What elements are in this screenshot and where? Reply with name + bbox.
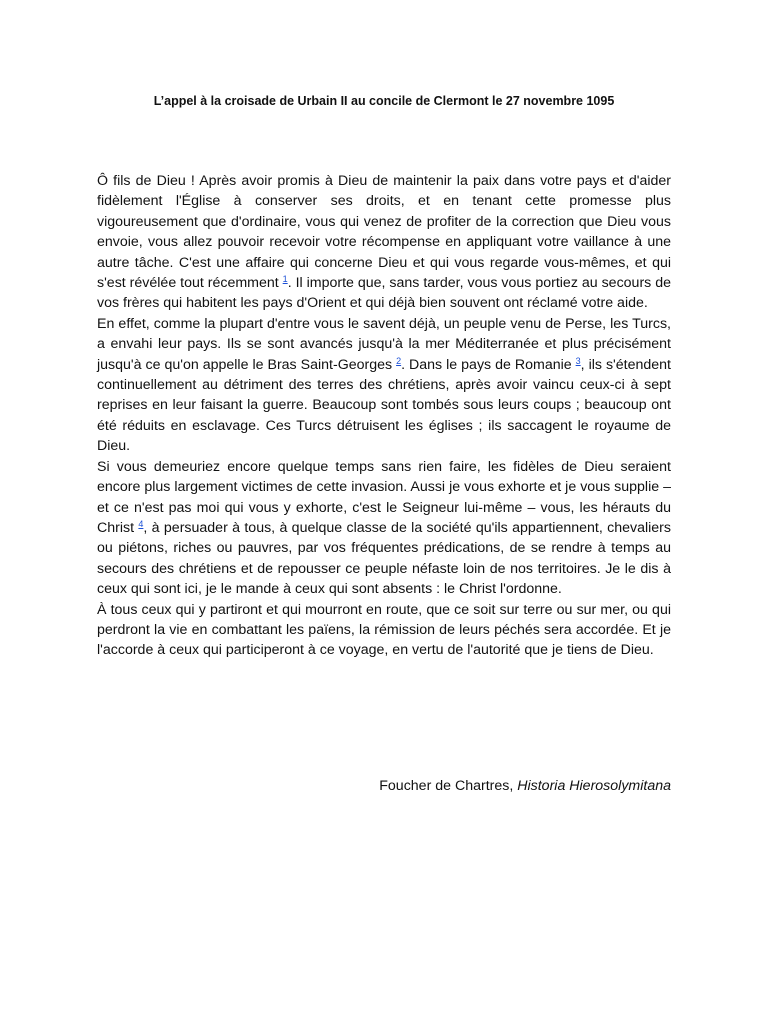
paragraph-3-text-b: , à persuader à tous, à quelque classe de la société qu'ils appartiennent, chevaliers ou piétons, riches ou pauvres, par vos fréquentes prédications, de se rendre à temps au secours des chrétiens et de repousser ce peuple néfaste loin de nos territoires. Je le dis à ceux qui sont ici, je le mande à ceux qui sont absents : le Christ l'ordonne. [97, 519, 671, 598]
paragraph-1-text-b: . Il importe que, sans tarder, vous vous portiez au secours de vos frères qui habitent les pays d'Orient et qui déjà bien souvent ont réclamé votre aide. [97, 275, 671, 312]
paragraph-3-text-a: Si vous demeuriez encore quelque temps sans rien faire, les fidèles de Dieu seraient encore plus largement victimes de cette invasion. Aussi je vous exhorte et je vous supplie – et ce n'est pas moi qui vous y exhorte, c'est le Seigneur lui-même – vous, les hérauts du Christ [97, 458, 671, 536]
paragraph-2-text-a: En effet, comme la plupart d'entre vous le savent déjà, un peuple venu de Perse, les Turcs, a envahi leur pays. Ils se sont avancés jusqu'à la mer Méditerranée et plus précisément jusqu'à ce qu'on appelle le Bras Saint-Georges [97, 315, 671, 373]
source-citation [97, 776, 671, 796]
footnote-link-3[interactable]: 3 [575, 355, 581, 366]
paragraph-4-text: À tous ceux qui y partiront et qui mourront en route, que ce soit sur terre ou sur mer, ou qui perdront la vie en combattant les païens, la rémission de leurs péchés sera accordée. Et je l'accorde à ceux qui participeront à ce voyage, en vertu de l'autorité que je tiens de Dieu. [97, 601, 671, 659]
footnote-link-2[interactable]: 2 [396, 355, 402, 366]
paragraph-2-text-c: , ils s'étendent continuellement au détriment des terres des chrétiens, après avoir vaincu ceux-ci à sept reprises en leur faisant la guerre. Beaucoup sont tombés sous leurs coups ; beaucoup ont été réduits en esclavage. Ces Turcs détruisent les églises ; ils saccagent le royaume de Dieu. [97, 356, 671, 455]
paragraph-3 [97, 457, 671, 600]
paragraph-2 [97, 314, 671, 457]
document-title: L’appel à la croisade de Urbain II au concile de Clermont le 27 novembre 1095 [153, 94, 615, 108]
paragraph-1 [97, 171, 671, 314]
paragraph-2-text-b: . Dans le pays de Romanie [401, 356, 576, 373]
document-body [97, 171, 671, 661]
footnote-link-1[interactable]: 1 [282, 274, 288, 285]
footnote-link-4[interactable]: 4 [138, 518, 144, 529]
paragraph-4 [97, 600, 671, 661]
source-work-title: Historia Hierosolymitana [517, 778, 671, 794]
paragraph-1-text-a: Ô fils de Dieu ! Après avoir promis à Dieu de maintenir la paix dans votre pays et d'aider fidèlement l'Église à conserver ses droits, et en tenant cette promesse plus vigoureusement que d'ordinaire, vous qui venez de profiter de la correction que Dieu vous envoie, vous allez pouvoir recevoir votre récompense en appliquant votre vaillance à une autre tâche. C'est une affaire qui concerne Dieu et qui vous regarde vous-mêmes, et qui s'est révélée tout récemment [97, 173, 671, 292]
source-author: Foucher de Chartres, [379, 778, 518, 794]
